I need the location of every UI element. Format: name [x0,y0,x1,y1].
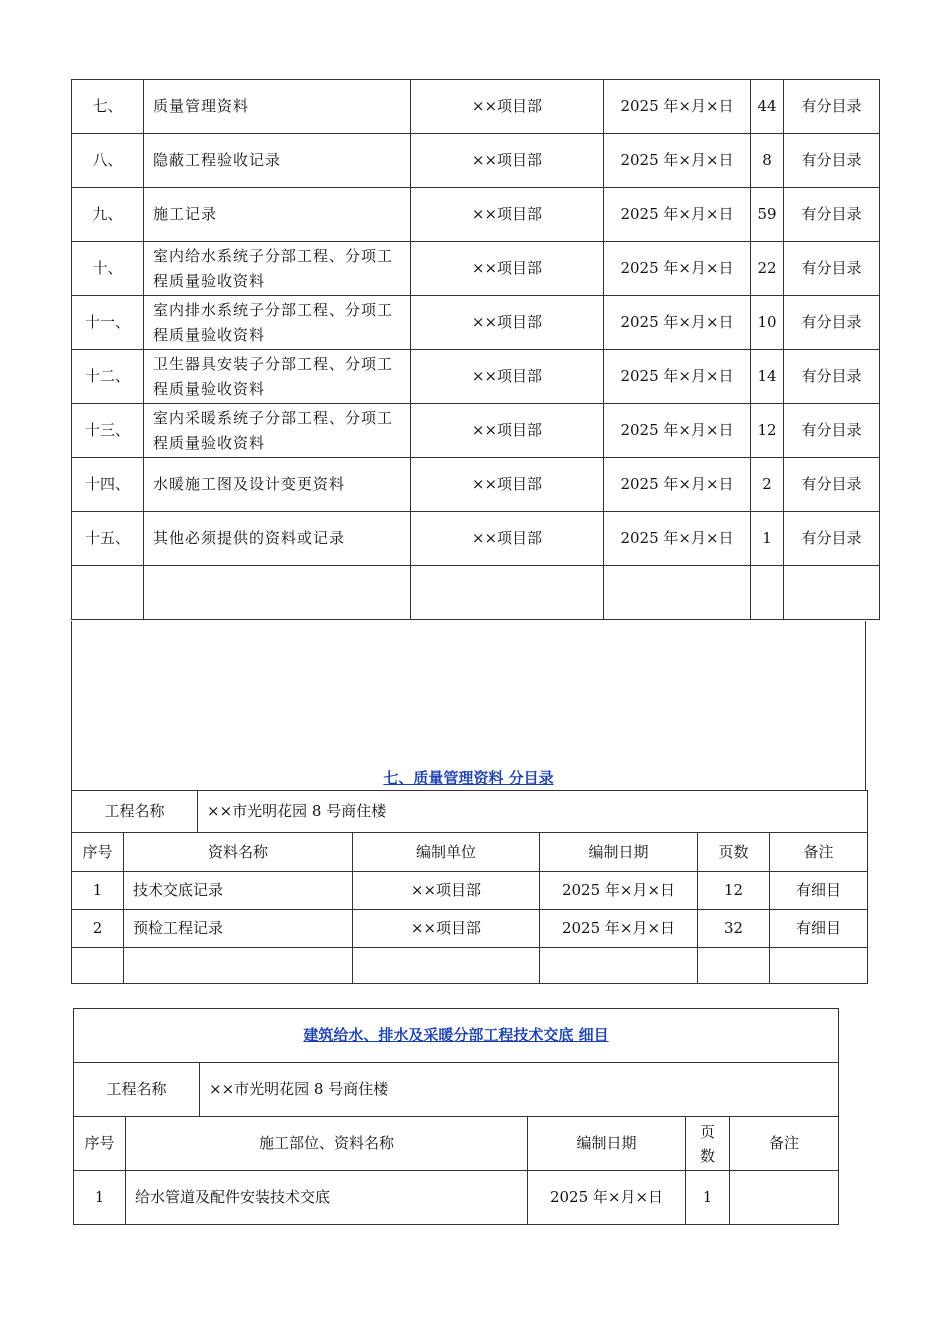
row-pages: 8 [751,134,784,188]
row-unit: ××项目部 [411,350,604,404]
empty-cell [72,948,124,984]
row-date: 2025 年×月×日 [604,80,751,134]
header-date: 编制日期 [540,833,698,872]
table-row [72,350,880,404]
main-directory-table [71,79,880,620]
row-no: 十一、 [72,296,144,350]
row-unit: ××项目部 [411,404,604,458]
detail-header-pages-1: 页 [699,1122,715,1141]
row-name: 质量管理资料 [144,80,411,134]
table-row [72,512,880,566]
detail-header-pages [686,1117,730,1171]
row-date: 2025 年×月×日 [604,350,751,404]
row-pages: 12 [698,872,770,910]
empty-cell [751,566,784,620]
row-remark: 有分目录 [784,188,880,242]
row-remark: 有分目录 [784,80,880,134]
sub-directory-table [71,832,868,984]
row-name: 给水管道及配件安装技术交底 [126,1171,528,1225]
header-no: 序号 [72,833,124,872]
row-no: 十、 [72,242,144,296]
row-date: 2025 年×月×日 [604,458,751,512]
row-pages: 2 [751,458,784,512]
row-date: 2025 年×月×日 [528,1171,686,1225]
row-pages: 44 [751,80,784,134]
table-row [72,80,880,134]
empty-cell [144,566,411,620]
detail-project-label: 工程名称 [74,1063,200,1116]
row-unit: ××项目部 [353,872,540,910]
header-pages: 页数 [698,833,770,872]
table-row [72,134,880,188]
row-unit: ××项目部 [353,910,540,948]
empty-cell [784,566,880,620]
empty-cell [770,948,868,984]
row-no: 九、 [72,188,144,242]
main-directory-body [72,80,880,620]
empty-cell [72,566,144,620]
row-no: 八、 [72,134,144,188]
empty-cell [124,948,353,984]
row-unit: ××项目部 [411,512,604,566]
row-no: 1 [72,872,124,910]
row-name: 预检工程记录 [124,910,353,948]
row-date: 2025 年×月×日 [604,296,751,350]
sub-directory-title[interactable]: 七、质量管理资料 分目录 [383,769,554,787]
row-unit: ××项目部 [411,134,604,188]
row-date: 2025 年×月×日 [604,242,751,296]
row-remark: 有分目录 [784,404,880,458]
detail-project-row [74,1063,839,1117]
table-row [72,910,868,948]
detail-header-name: 施工部位、资料名称 [126,1117,528,1171]
row-pages: 14 [751,350,784,404]
row-remark [730,1171,839,1225]
row-remark: 有分目录 [784,458,880,512]
project-value: ××市光明花园 8 号商住楼 [198,791,868,833]
row-date: 2025 年×月×日 [540,872,698,910]
table-row [72,296,880,350]
header-name: 资料名称 [124,833,353,872]
row-name: 其他必须提供的资料或记录 [144,512,411,566]
row-name: 隐蔽工程验收记录 [144,134,411,188]
empty-cell [698,948,770,984]
detail-project-value: ××市光明花园 8 号商住楼 [209,1080,389,1098]
detail-header-date: 编制日期 [528,1117,686,1171]
row-remark: 有细目 [770,910,868,948]
row-unit: ××项目部 [411,296,604,350]
row-name: 卫生器具安装子分部工程、分项工程质量验收资料 [144,350,411,404]
row-remark: 有分目录 [784,134,880,188]
table-row [72,188,880,242]
row-name: 室内给水系统子分部工程、分项工程质量验收资料 [144,242,411,296]
row-name: 技术交底记录 [124,872,353,910]
header-unit: 编制单位 [353,833,540,872]
row-name: 室内采暖系统子分部工程、分项工程质量验收资料 [144,404,411,458]
table-row [72,242,880,296]
header-remark: 备注 [770,833,868,872]
row-pages: 10 [751,296,784,350]
table-row-empty [72,948,868,984]
row-no: 2 [72,910,124,948]
row-unit: ××项目部 [411,80,604,134]
detail-header-row [74,1117,839,1171]
sub-directory-body [72,833,868,984]
detail-header-remark: 备注 [730,1117,839,1171]
empty-cell [604,566,751,620]
row-pages: 1 [751,512,784,566]
row-pages: 32 [698,910,770,948]
sub-directory-header-row [72,833,868,872]
row-date: 2025 年×月×日 [604,404,751,458]
table-row [74,1171,839,1225]
row-name: 室内排水系统子分部工程、分项工程质量验收资料 [144,296,411,350]
row-no: 十五、 [72,512,144,566]
detail-title-row [74,1009,839,1063]
row-remark: 有分目录 [784,242,880,296]
row-remark: 有细目 [770,872,868,910]
detail-table [73,1008,839,1225]
row-date: 2025 年×月×日 [540,910,698,948]
row-date: 2025 年×月×日 [604,188,751,242]
row-no: 十二、 [72,350,144,404]
table-row [72,404,880,458]
row-unit: ××项目部 [411,242,604,296]
row-no: 七、 [72,80,144,134]
row-no: 十四、 [72,458,144,512]
project-label: 工程名称 [72,791,198,833]
row-unit: ××项目部 [411,458,604,512]
row-remark: 有分目录 [784,350,880,404]
empty-cell [540,948,698,984]
detail-title[interactable]: 建筑给水、排水及采暖分部工程技术交底 细目 [74,1009,839,1063]
table-row [72,872,868,910]
sub-directory-frame [71,621,866,791]
row-unit: ××项目部 [411,188,604,242]
sub-directory-project-table [71,790,868,833]
row-no: 十三、 [72,404,144,458]
empty-cell [411,566,604,620]
table-row [72,458,880,512]
table-row-empty [72,566,880,620]
row-remark: 有分目录 [784,512,880,566]
project-row [72,791,868,833]
detail-body [74,1009,839,1225]
row-pages: 22 [751,242,784,296]
row-pages: 12 [751,404,784,458]
detail-header-no: 序号 [74,1117,126,1171]
row-name: 施工记录 [144,188,411,242]
row-pages: 1 [686,1171,730,1225]
row-pages: 59 [751,188,784,242]
row-date: 2025 年×月×日 [604,134,751,188]
row-name: 水暖施工图及设计变更资料 [144,458,411,512]
detail-header-pages-2: 数 [699,1146,715,1165]
empty-cell [353,948,540,984]
row-remark: 有分目录 [784,296,880,350]
row-no: 1 [74,1171,126,1225]
row-date: 2025 年×月×日 [604,512,751,566]
